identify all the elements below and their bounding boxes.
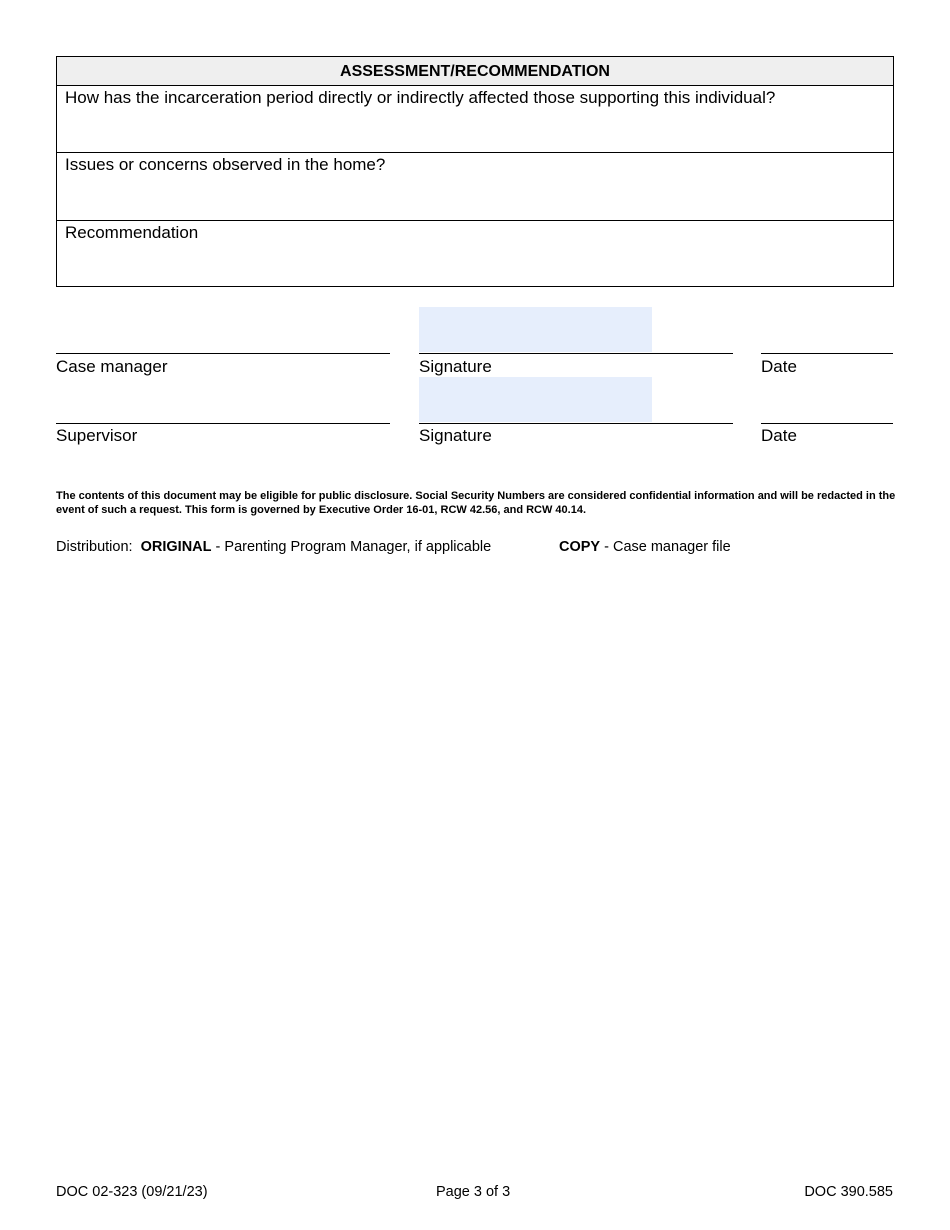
recommendation-field[interactable] xyxy=(57,221,893,286)
assessment-table xyxy=(56,56,894,287)
distribution-original xyxy=(56,539,491,555)
recommendation-label: Recommendation xyxy=(65,223,199,242)
home-concerns-label: Issues or concerns observed in the home? xyxy=(65,155,386,174)
support-impact-label: How has the incarceration period directly or indirectly affected those supporting this individual? xyxy=(65,88,776,107)
supervisor-signature-label: Signature xyxy=(419,426,492,445)
home-concerns-field[interactable] xyxy=(57,153,893,221)
distribution-label: Distribution: xyxy=(56,539,133,555)
case-manager-date-label: Date xyxy=(761,357,797,376)
copy-label: COPY xyxy=(559,539,601,555)
support-impact-field[interactable] xyxy=(57,86,893,153)
original-label: ORIGINAL xyxy=(140,539,212,555)
case-manager-line xyxy=(56,353,390,354)
page-number: Page 3 of 3 xyxy=(436,1184,511,1200)
case-manager-date-line xyxy=(761,353,893,354)
case-manager-signature-field[interactable] xyxy=(419,307,652,352)
original-text: - Parenting Program Manager, if applicable xyxy=(211,539,492,555)
section-title: ASSESSMENT/RECOMMENDATION xyxy=(57,57,893,86)
supervisor-signature-field[interactable] xyxy=(419,377,652,422)
distribution-copy xyxy=(559,539,731,555)
supervisor-date-line xyxy=(761,423,893,424)
supervisor-date-label: Date xyxy=(761,426,797,445)
copy-text: - Case manager file xyxy=(600,539,731,555)
case-manager-signature-line xyxy=(419,353,733,354)
case-manager-label: Case manager xyxy=(56,357,168,376)
case-manager-signature-label: Signature xyxy=(419,357,492,376)
policy-number: DOC 390.585 xyxy=(804,1184,893,1200)
supervisor-signature-line xyxy=(419,423,733,424)
supervisor-label: Supervisor xyxy=(56,426,138,445)
supervisor-line xyxy=(56,423,390,424)
form-number: DOC 02-323 (09/21/23) xyxy=(56,1184,208,1200)
disclosure-notice: The contents of this document may be eligible for public disclosure. Social Security Numbers are considered confidential information and will be redacted in the event of such a request. This form is governed by Executive Order 16-01, RCW 42.56, and RCW 40.14. xyxy=(56,490,896,516)
